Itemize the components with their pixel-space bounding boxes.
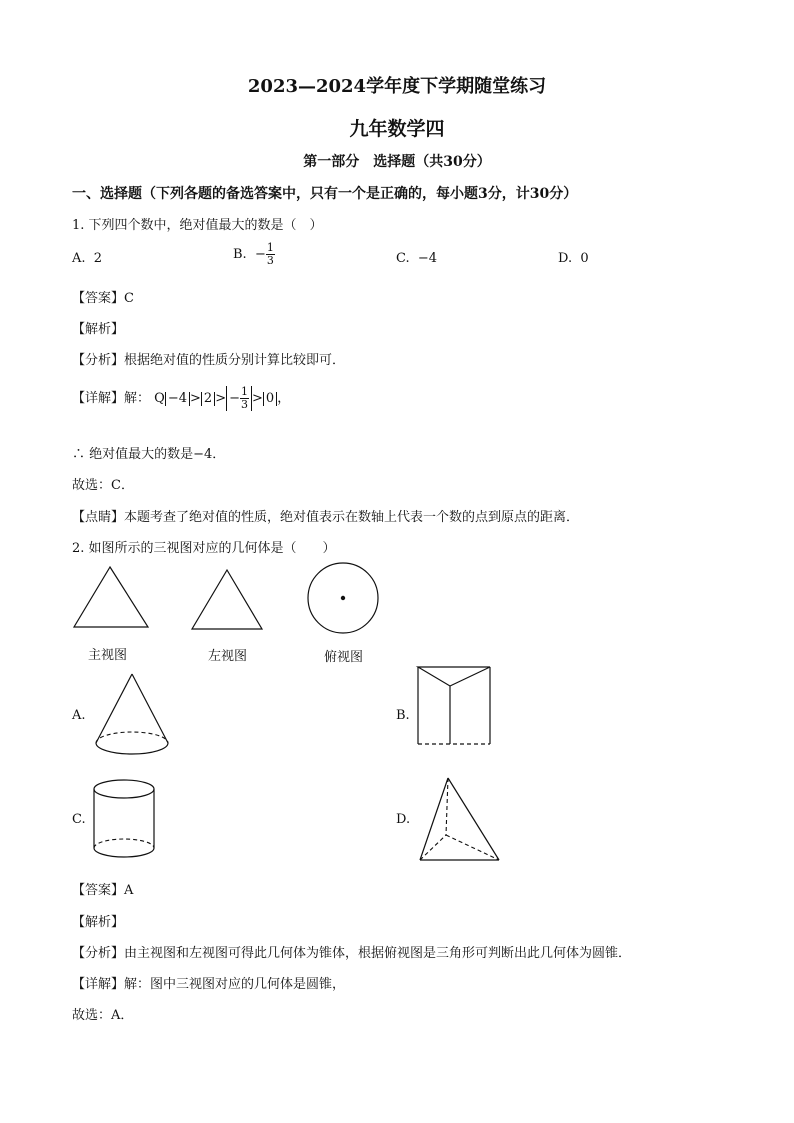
gt-sign: > — [252, 391, 263, 406]
left-view-label: 左视图 — [208, 649, 248, 664]
answer-tag: 【答案】 — [72, 883, 125, 898]
q2-option-b-label: B. — [396, 708, 410, 723]
cylinder-figure — [92, 778, 158, 862]
fenxi-text: 由主视图和左视图可得此几何体为锥体，根据俯视图是三角形可判断出此几何体为圆锥． — [124, 946, 632, 961]
answer-value: C — [124, 291, 134, 306]
section-heading: 一、选择题（下列各题的备选答案中，只有一个是正确的，每小题3分，计30分） — [72, 186, 578, 202]
abs-value: 0 — [263, 392, 277, 406]
q1-stem: 1. 下列四个数中，绝对值最大的数是（ ） — [72, 218, 323, 233]
numerator: 1 — [266, 241, 274, 254]
option-label: A. — [72, 251, 86, 266]
abs-value: 2 — [201, 392, 215, 406]
abs-value-fraction — [226, 386, 252, 411]
detail-text: 解：图中三视图对应的几何体是圆锥， — [124, 977, 346, 992]
top-view-circle — [305, 561, 381, 637]
option-label: D. — [558, 251, 573, 266]
q2-choose: 故选：A． — [72, 1008, 134, 1023]
option-value: 2 — [93, 251, 103, 266]
numerator: 1 — [241, 385, 249, 398]
comma: ， — [277, 391, 291, 406]
answer-tag: 【答案】 — [72, 291, 125, 306]
q1-option-a — [72, 251, 102, 266]
top-view-label: 俯视图 — [324, 650, 364, 665]
q1-comment — [72, 506, 579, 525]
gt-sign: > — [215, 391, 227, 406]
left-view-triangle — [190, 568, 266, 630]
q2-detail — [72, 973, 345, 992]
pyramid-figure — [415, 775, 505, 865]
cone-figure — [92, 672, 172, 758]
q2-option-a-label: A. — [72, 708, 86, 723]
q2-option-c-label: C. — [72, 812, 86, 827]
fenxi-tag: 【分析】 — [72, 946, 125, 961]
q1-therefore: ∴ 绝对值最大的数是−4． — [72, 447, 226, 462]
prism-figure — [415, 664, 495, 748]
front-view-triangle — [72, 565, 152, 630]
option-value: 0 — [580, 251, 589, 266]
page-subtitle: 九年数学四 — [349, 118, 445, 140]
q1-option-c — [396, 251, 437, 266]
minus-sign: − — [229, 391, 241, 406]
because-symbol: Q — [154, 391, 165, 406]
q2-answer — [72, 879, 133, 898]
abs-value: −4 — [165, 392, 190, 406]
gt-sign: > — [190, 391, 201, 406]
fenxi-text: 根据绝对值的性质分别计算比较即可． — [124, 353, 346, 368]
answer-value: A — [124, 883, 134, 898]
fraction — [266, 242, 275, 267]
detail-tag: 【详解】 — [72, 391, 125, 406]
q1-option-b — [233, 242, 275, 267]
q2-analysis-tag: 【解析】 — [72, 915, 125, 930]
minus-sign: − — [254, 247, 266, 262]
option-value: −4 — [417, 251, 438, 266]
comment-tag: 【点睛】 — [72, 510, 125, 525]
option-label: B. — [233, 247, 247, 262]
q1-fenxi — [72, 349, 345, 368]
q2-fenxi — [72, 942, 631, 961]
q1-option-d — [558, 251, 589, 266]
front-view-label: 主视图 — [88, 648, 128, 663]
denominator: 3 — [266, 254, 274, 267]
fraction — [240, 386, 249, 411]
q2-stem: 2. 如图所示的三视图对应的几何体是（ ） — [72, 541, 336, 556]
q1-answer — [72, 287, 134, 306]
q1-detail — [72, 386, 290, 411]
comment-text: 本题考查了绝对值的性质，绝对值表示在数轴上代表一个数的点到原点的距离． — [124, 510, 580, 525]
part-heading: 第一部分 选择题（共30分） — [303, 154, 491, 170]
detail-tag: 【详解】 — [72, 977, 125, 992]
detail-prefix: 解： — [124, 391, 151, 406]
page-title: 2023—2024学年度下学期随堂练习 — [247, 76, 547, 97]
q1-analysis-tag: 【解析】 — [72, 322, 125, 337]
fenxi-tag: 【分析】 — [72, 353, 125, 368]
q1-choose: 故选：C． — [72, 478, 134, 493]
option-label: C. — [396, 251, 410, 266]
denominator: 3 — [241, 398, 249, 411]
q2-option-d-label: D. — [396, 812, 411, 827]
